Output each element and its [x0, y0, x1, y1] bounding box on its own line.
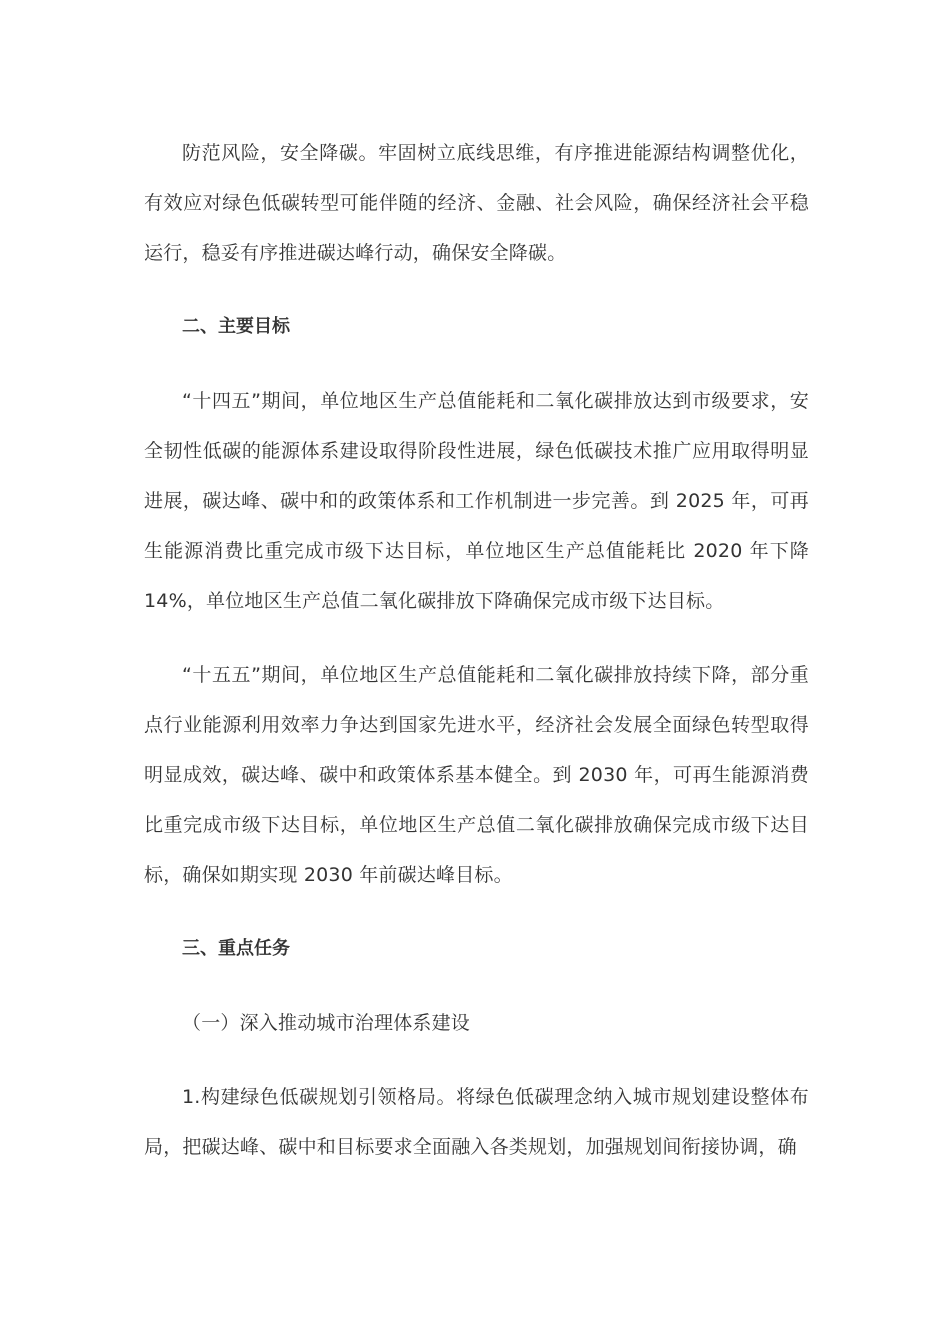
paragraph-15th-five-year: “十五五”期间，单位地区生产总值能耗和二氧化碳排放持续下降，部分重点行业能源利用效率力争达到国家先进水平，经济社会发展全面绿色转型取得明显成效，碳达峰、碳中和政策体系基本健全。到 2030 年，可再生能源消费比重完成市级下达目标，单位地区生产总值二氧化碳排放确保完成市级下达目标，确保如期实现 2030 年前碳达峰目标。: [144, 664, 809, 886]
paragraph-green-planning: 1.构建绿色低碳规划引领格局。将绿色低碳理念纳入城市规划建设整体布局，把碳达峰、碳中和目标要求全面融入各类规划，加强规划间衔接协调，确: [144, 1086, 809, 1158]
document-page: [144, 128, 809, 1172]
paragraph-14th-five-year: “十四五”期间，单位地区生产总值能耗和二氧化碳排放达到市级要求，安全韧性低碳的能源体系建设取得阶段性进展，绿色低碳技术推广应用取得明显进展，碳达峰、碳中和的政策体系和工作机制进一步完善。到 2025 年，可再生能源消费比重完成市级下达目标，单位地区生产总值能耗比 2020 年下降 14%，单位地区生产总值二氧化碳排放下降确保完成市级下达目标。: [144, 390, 809, 612]
paragraph-risk-prevention: 防范风险，安全降碳。牢固树立底线思维，有序推进能源结构调整优化，有效应对绿色低碳转型可能伴随的经济、金融、社会风险，确保经济社会平稳运行，稳妥有序推进碳达峰行动，确保安全降碳。: [144, 142, 809, 264]
subsection-heading-urban-governance: （一）深入推动城市治理体系建设: [182, 1012, 471, 1034]
section-heading-main-goals: 二、主要目标: [182, 316, 290, 337]
section-heading-key-tasks: 三、重点任务: [182, 938, 290, 959]
